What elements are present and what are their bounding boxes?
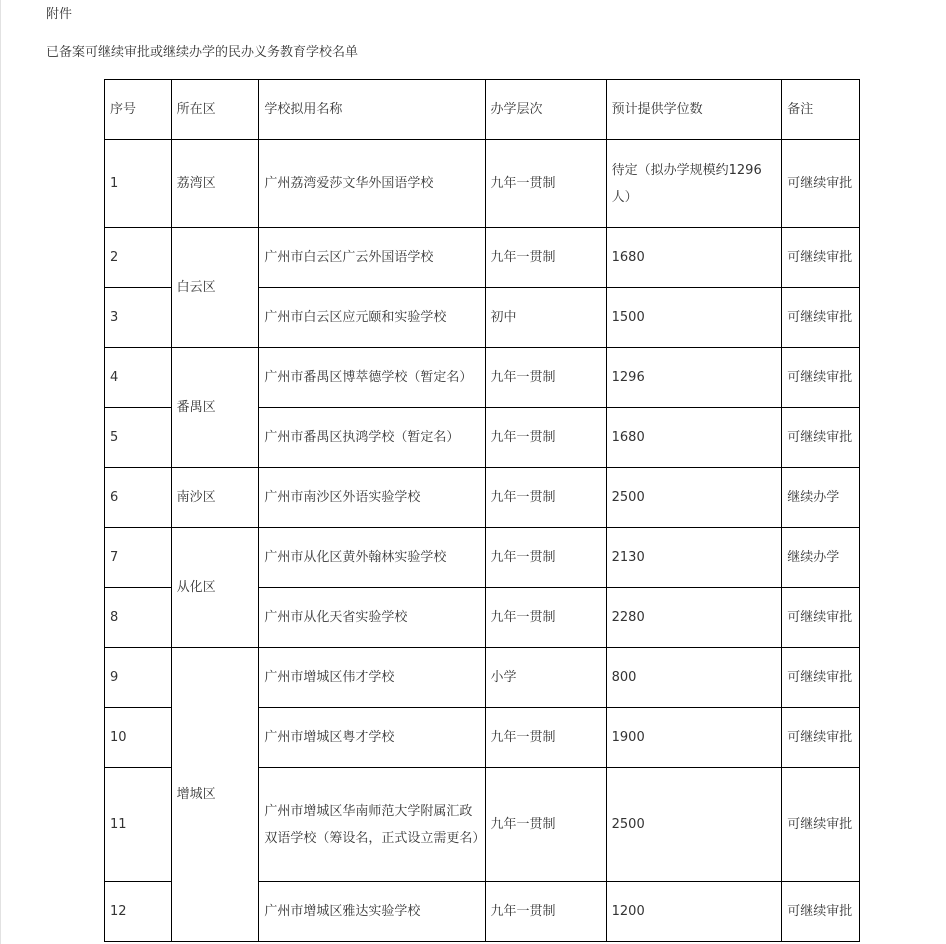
level-cell: 初中 <box>485 288 606 348</box>
row-no: 10 <box>105 708 172 768</box>
row-no: 6 <box>105 468 172 528</box>
page-left-border <box>0 0 1 944</box>
note-cell: 继续办学 <box>782 528 860 588</box>
seats-cell: 待定（拟办学规模约1296人） <box>606 140 782 228</box>
attachment-label: 附件 <box>46 7 73 22</box>
seats-cell: 1900 <box>606 708 782 768</box>
level-cell: 九年一贯制 <box>485 408 606 468</box>
note-cell: 可继续审批 <box>782 768 860 882</box>
header-no: 序号 <box>105 80 172 140</box>
school-name-cell: 广州市南沙区外语实验学校 <box>259 468 485 528</box>
school-name-cell: 广州市白云区广云外国语学校 <box>259 228 485 288</box>
seats-cell: 1500 <box>606 288 782 348</box>
level-cell: 九年一贯制 <box>485 348 606 408</box>
school-name-cell: 广州市增城区雅达实验学校 <box>259 882 485 942</box>
level-cell: 九年一贯制 <box>485 528 606 588</box>
header-school-name: 学校拟用名称 <box>259 80 485 140</box>
seats-cell: 1680 <box>606 408 782 468</box>
row-no: 1 <box>105 140 172 228</box>
row-no: 5 <box>105 408 172 468</box>
header-note: 备注 <box>782 80 860 140</box>
note-cell: 继续办学 <box>782 468 860 528</box>
table-header-row <box>105 80 860 140</box>
school-name-cell: 广州荔湾爱莎文华外国语学校 <box>259 140 485 228</box>
level-cell: 九年一贯制 <box>485 882 606 942</box>
level-cell: 九年一贯制 <box>485 768 606 882</box>
level-cell: 九年一贯制 <box>485 588 606 648</box>
note-cell: 可继续审批 <box>782 648 860 708</box>
school-list-table <box>104 79 860 942</box>
header-district: 所在区 <box>171 80 259 140</box>
row-no: 11 <box>105 768 172 882</box>
seats-cell: 1680 <box>606 228 782 288</box>
school-name-cell: 广州市从化天省实验学校 <box>259 588 485 648</box>
seats-cell: 800 <box>606 648 782 708</box>
table-row <box>105 348 860 408</box>
note-cell: 可继续审批 <box>782 408 860 468</box>
district-cell: 增城区 <box>171 648 259 942</box>
school-name-cell: 广州市番禺区博萃德学校（暂定名） <box>259 348 485 408</box>
row-no: 12 <box>105 882 172 942</box>
header-seats: 预计提供学位数 <box>606 80 782 140</box>
district-cell: 从化区 <box>171 528 259 648</box>
table-row <box>105 648 860 708</box>
level-cell: 九年一贯制 <box>485 708 606 768</box>
document-title: 已备案可继续审批或继续办学的民办义务教育学校名单 <box>46 45 359 60</box>
table-row <box>105 140 860 228</box>
seats-cell: 2280 <box>606 588 782 648</box>
seats-cell: 1200 <box>606 882 782 942</box>
seats-cell: 1296 <box>606 348 782 408</box>
header-level: 办学层次 <box>485 80 606 140</box>
school-name-cell: 广州市从化区黄外翰林实验学校 <box>259 528 485 588</box>
district-cell: 荔湾区 <box>171 140 259 228</box>
row-no: 3 <box>105 288 172 348</box>
table-row <box>105 468 860 528</box>
seats-cell: 2500 <box>606 768 782 882</box>
school-name-cell: 广州市增城区伟才学校 <box>259 648 485 708</box>
level-cell: 九年一贯制 <box>485 140 606 228</box>
seats-cell: 2130 <box>606 528 782 588</box>
school-name-cell: 广州市番禺区执鸿学校（暂定名） <box>259 408 485 468</box>
row-no: 8 <box>105 588 172 648</box>
school-name-cell: 广州市增城区华南师范大学附属汇政双语学校（筹设名，正式设立需更名） <box>259 768 485 882</box>
seats-cell: 2500 <box>606 468 782 528</box>
note-cell: 可继续审批 <box>782 348 860 408</box>
district-cell: 白云区 <box>171 228 259 348</box>
school-name-cell: 广州市白云区应元颐和实验学校 <box>259 288 485 348</box>
note-cell: 可继续审批 <box>782 288 860 348</box>
table-row <box>105 528 860 588</box>
table-row <box>105 228 860 288</box>
row-no: 2 <box>105 228 172 288</box>
district-cell: 南沙区 <box>171 468 259 528</box>
row-no: 4 <box>105 348 172 408</box>
level-cell: 小学 <box>485 648 606 708</box>
row-no: 9 <box>105 648 172 708</box>
note-cell: 可继续审批 <box>782 588 860 648</box>
note-cell: 可继续审批 <box>782 140 860 228</box>
note-cell: 可继续审批 <box>782 708 860 768</box>
note-cell: 可继续审批 <box>782 882 860 942</box>
row-no: 7 <box>105 528 172 588</box>
level-cell: 九年一贯制 <box>485 228 606 288</box>
note-cell: 可继续审批 <box>782 228 860 288</box>
level-cell: 九年一贯制 <box>485 468 606 528</box>
school-name-cell: 广州市增城区粤才学校 <box>259 708 485 768</box>
district-cell: 番禺区 <box>171 348 259 468</box>
